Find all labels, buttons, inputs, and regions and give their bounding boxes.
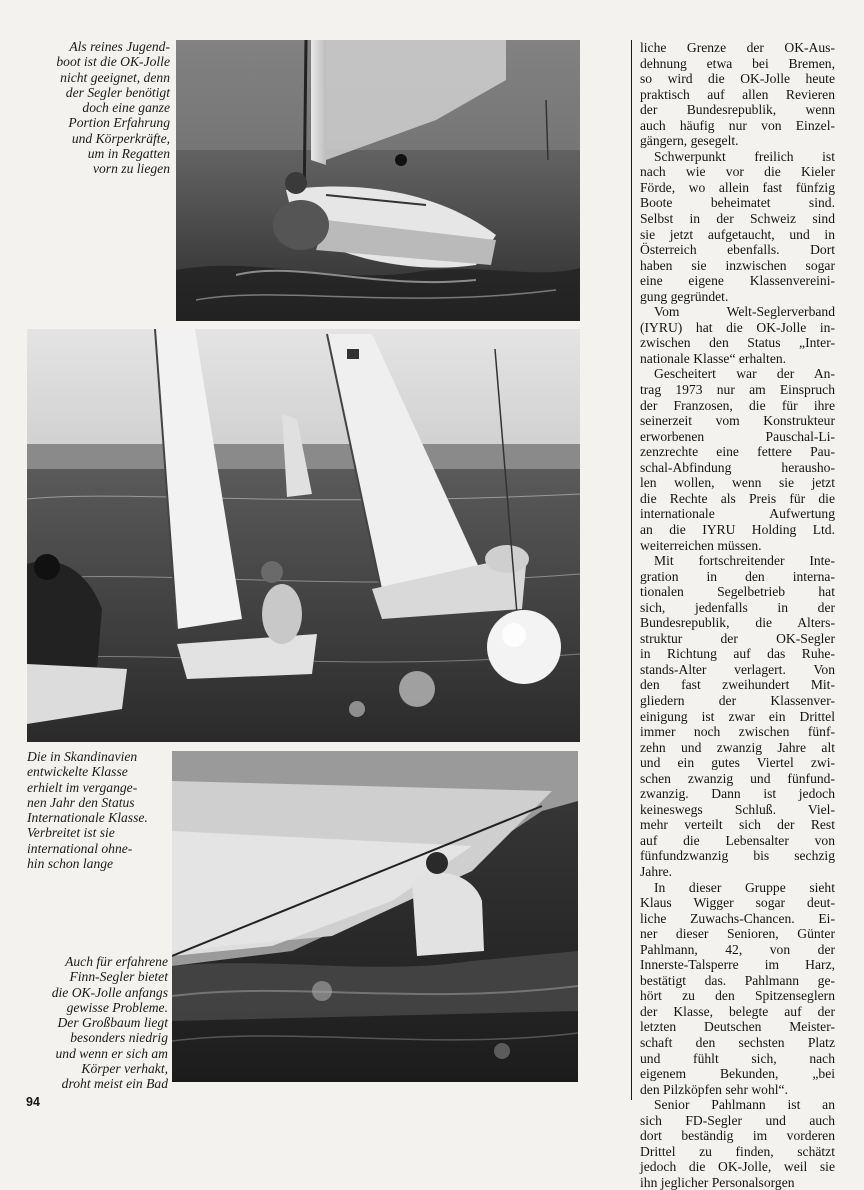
caption-line: erhielt im vergange- [27,779,138,795]
article-line: so wird die OK-Jolle heute [640,71,835,87]
article-line: schaft den sechsten Platz [640,1035,835,1050]
photo-dinghy-heeling [176,40,580,321]
caption-line: international ohne- [27,840,133,856]
article-line: Bundesrepublik, die Alters- [640,615,835,631]
article-line: Österreich ebenfalls. Dort [640,242,835,258]
photo-regatta-fleet [27,329,580,742]
article-line: erworbenen Pauschal-Li- [640,428,835,444]
caption-line: und wenn er sich am [55,1045,168,1061]
caption-line: die OK-Jolle anfangs [51,984,168,1000]
article-line: dehnung etwa bei Bremen, [640,55,835,71]
caption-line: Internationale Klasse. [27,810,148,826]
article-line: einigung ist zwar ein Drittel [640,708,835,724]
article-line: internationale Aufwertung [640,506,835,522]
caption-line: Der Großbaum liegt [57,1015,168,1031]
article-line: ner dieser Senioren, Günter [640,926,835,942]
article-line: (IYRU) hat die OK-Jolle in- [640,319,835,335]
caption-line: und Körperkräfte, [71,130,170,146]
article-line: sie jetzt aufgetaucht, und in [640,226,835,242]
article-line: bestätigt das. Pahlmann ge- [640,972,835,988]
caption-bottom [20,954,168,1092]
caption-line: nen Jahr den Status [27,794,135,810]
article-paragraph [640,40,835,149]
caption-line: droht meist ein Bad [61,1076,168,1092]
article-line: der Bundesrepublik, wenn [640,102,835,118]
caption-line: boot ist die OK-Jolle [56,54,170,70]
article-line: In dieser Gruppe sieht [654,879,835,895]
article-line: Boote beheimatet sind. [640,195,835,211]
article-line: gängern, gesegelt. [640,133,739,149]
article-line: eine eigene Klassenvereini- [640,273,835,289]
photo-sailor-capsize-image [172,751,578,1082]
article-line: liche Zuwachs-Chancen. Ei- [640,910,835,926]
article-line: dort beständig im vorderen [640,1128,835,1144]
article-line: an die IYRU Holding Ltd. [640,521,835,537]
article-line: zenzrechte eine fettere Pau- [640,444,835,460]
article-line: Senior Pahlmann ist an [654,1097,835,1113]
article-line: schen zwanzig und fünfund- [640,770,835,786]
caption-line: um in Regatten [87,146,170,162]
article-line: weiterreichen müssen. [640,537,762,553]
article-line: zwanzig. Dann ist jedoch [640,786,835,802]
caption-middle [27,749,170,871]
caption-line: Körper verhakt, [81,1061,168,1077]
article-line: hört zu den Spitzenseglern [640,988,835,1004]
article-line: Vom Welt-Seglerverband [654,304,835,320]
article-line: in Richtung auf das Ruhe- [640,646,835,662]
caption-line: Portion Erfahrung [68,115,170,131]
article-line: Selbst in der Schweiz sind [640,211,835,227]
article-line: liche Grenze der OK-Aus- [640,40,835,55]
article-line: auf die Lebensalter von [640,832,835,848]
caption-line: Finn-Segler bietet [69,969,168,985]
article-line: eigenem Bekunden, „bei [640,1066,835,1082]
photo-sailor-capsize [172,751,578,1082]
article-line: keineswegs Schluß. Viel- [640,801,835,817]
article-line: zehn und zwanzig Jahre alt [640,739,835,755]
photo-dinghy-heeling-image [176,40,580,321]
caption-line: doch eine ganze [82,100,170,116]
article-column [640,40,835,1190]
article-line: Jahre. [640,863,673,879]
article-line: ihn jeglicher Personalsorgen [640,1174,795,1190]
caption-line: Verbreitet ist sie [27,825,115,841]
photo-regatta-fleet-image [27,329,580,742]
article-line: gung gegründet. [640,288,729,304]
caption-line: nicht geeignet, denn [60,69,170,85]
article-line: zwischen den Status „Inter- [640,335,835,351]
article-line: Pahlmann, 42, von der [640,941,835,957]
article-line: Mit fortschreitender Inte- [654,553,835,569]
caption-line: Als reines Jugend- [69,39,170,54]
article-paragraph [640,1097,835,1190]
article-paragraph [640,880,835,1098]
article-line: letzten Deutschen Meister- [640,1019,835,1035]
caption-line: gewisse Probleme. [66,999,168,1015]
article-line: den fast zweihundert Mit- [640,677,835,693]
article-paragraph [640,553,835,879]
article-line: und ein gutes Viertel zwi- [640,755,835,771]
page-number: 94 [26,1095,40,1109]
article-line: stands-Alter verlagert. Von [640,661,835,677]
article-line: haben sie inzwischen sogar [640,257,835,273]
caption-top [20,39,170,177]
caption-line: Auch für erfahrene [65,954,168,969]
article-paragraph [640,304,835,366]
article-line: gliedern der Klassenver- [640,692,835,708]
article-line: auch häufig nur von Einzel- [640,117,835,133]
article-line: immer noch zwischen fünf- [640,724,835,740]
article-line: len wollen, wenn sie jetzt [640,475,835,491]
article-line: praktisch auf allen Revieren [640,86,835,102]
caption-line: der Segler benötigt [65,84,170,100]
caption-line: besonders niedrig [70,1030,168,1046]
article-line: Gescheitert war der An- [654,366,835,382]
caption-line: entwickelte Klasse [27,764,128,780]
column-rule [631,40,632,1100]
article-paragraph [640,149,835,304]
article-line: schal-Abfindung heraushо- [640,459,835,475]
article-line: sich, jedenfalls in der [640,599,835,615]
article-line: die Rechte als Preis für die [640,490,835,506]
article-line: Schwerpunkt freilich ist [654,148,835,164]
caption-line: vorn zu liegen [92,161,170,177]
article-line: und fühlt sich, nach [640,1050,835,1066]
article-line: Drittel zu finden, schätzt [640,1143,835,1159]
article-line: trag 1973 nur am Einspruch [640,382,835,398]
caption-line: hin schon lange [27,856,114,872]
article-line: der Klasse, belegte auf der [640,1003,835,1019]
article-line: tionalen Segelbetrieb hat [640,584,835,600]
article-line: gration in den interna- [640,568,835,584]
article-line: Förde, wo allein fast fünfzig [640,179,835,195]
article-paragraph [640,366,835,553]
article-line: jedoch die OK-Jolle, weil sie [640,1159,835,1175]
article-line: Innerste-Talsperre im Harz, [640,957,835,973]
article-line: struktur der OK-Segler [640,630,835,646]
article-line: Klaus Wigger sogar deut- [640,895,835,911]
article-line: nationale Klasse“ erhalten. [640,350,787,366]
article-line: sich FD-Segler und auch [640,1112,835,1128]
caption-line: Die in Skandinavien [27,749,138,764]
article-line: der Franzosen, die für ihre [640,397,835,413]
article-line: seinerzeit vom Konstrukteur [640,413,835,429]
article-line: den Pilzköpfen sehr wohl“. [640,1081,788,1097]
article-line: nach wie vor die Kieler [640,164,835,180]
article-line: mehr verteilt sich der Rest [640,817,835,833]
article-line: fünfundzwanzig bis sechzig [640,848,835,864]
